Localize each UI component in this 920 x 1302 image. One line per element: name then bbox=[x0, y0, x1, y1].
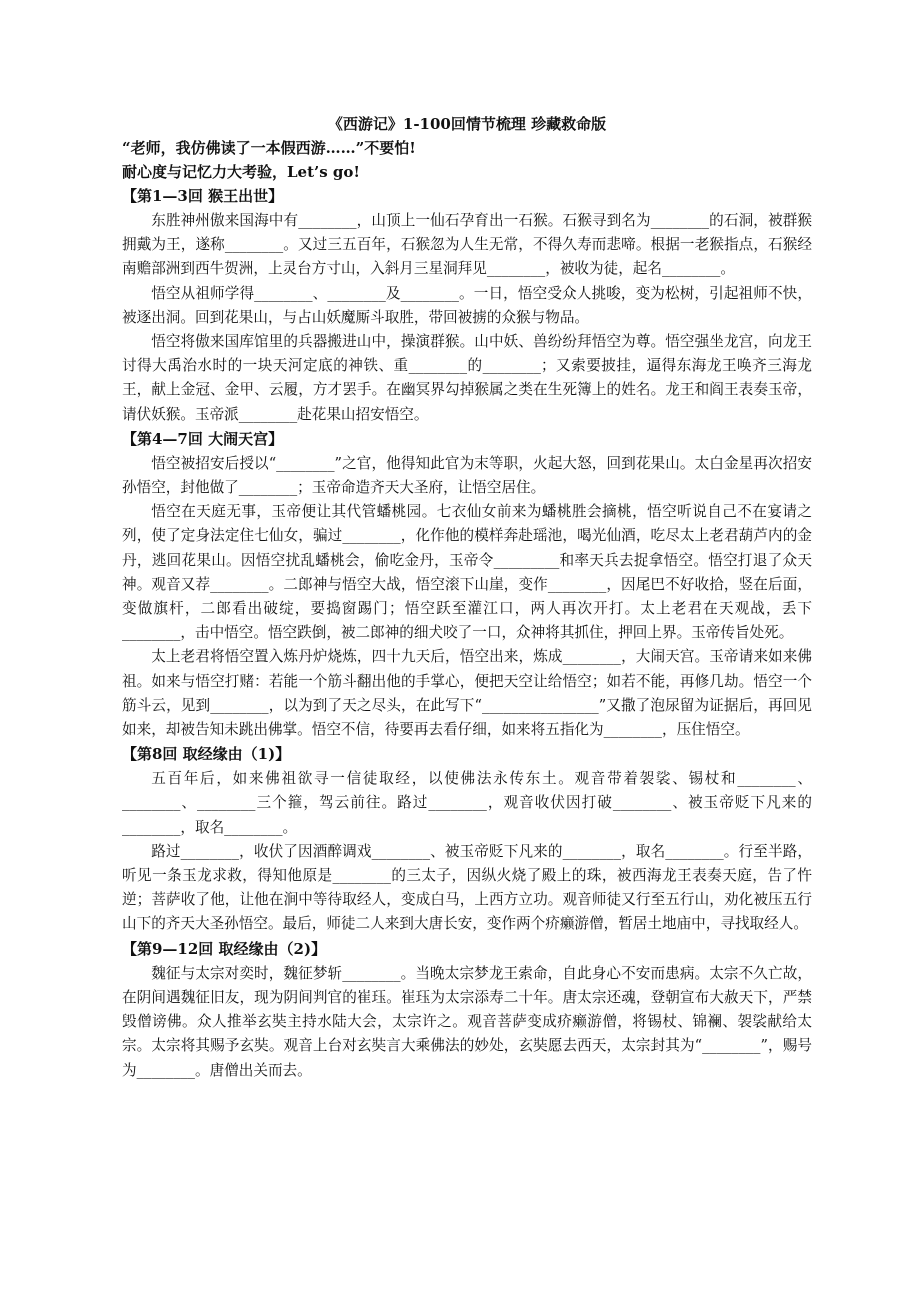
paragraph: 魏征与太宗对奕时，魏征梦斩________。当晚太宗梦龙王索命，自此身心不安而患病。太宗不久亡故，在阴间遇魏征旧友，现为阴间判官的崔珏。崔珏为太宗添寿二十年。唐太宗还魂，登朝宣布大赦天下，严禁毁僧谤佛。众人推举玄奘主持水陆大会，太宗许之。观音菩萨变成疥癞游僧，将锡杖、锦襕、袈裟献给太宗。太宗将其赐予玄奘。观音上台对玄奘言大乘佛法的妙处，玄奘愿去西天，太宗封其为“________”，赐号为________。唐僧出关而去。 bbox=[122, 964, 812, 1079]
section-heading: 【第1—3回 猴王出世】 bbox=[122, 187, 284, 205]
section-chapters-1-3 bbox=[122, 184, 812, 427]
paragraph: 太上老君将悟空置入炼丹炉烧炼，四十九天后，悟空出来，炼成________，大闹天宫。玉帝请来如来佛祖。如来与悟空打赌：若能一个筋斗翻出他的手掌心，便把天空让给悟空；如若不能，再修几劫。悟空一个筋斗云，见到________，以为到了天之尽头，在此写下“________________”又撒了泡尿留为证据后，再回见如来，却被告知未跳出佛掌。悟空不信，待要再去看仔细，如来将五指化为________，压住悟空。 bbox=[122, 648, 812, 739]
document-body bbox=[122, 112, 812, 1083]
paragraph: 悟空被招安后授以“________”之官，他得知此官为末等职，火起大怒，回到花果山。太白金星再次招安孙悟空，封他做了________；玉帝命造齐天大圣府，让悟空居住。 bbox=[122, 454, 812, 497]
section-heading: 【第4—7回 大闹天宫】 bbox=[122, 429, 284, 448]
section-chapters-4-7 bbox=[122, 427, 812, 742]
section-heading: 【第8回 取经缘由（1)】 bbox=[122, 745, 291, 764]
paragraph: 悟空从祖师学得________、________及________。一日，悟空受众人挑唆，变为松树，引起祖师不快，被逐出洞。回到花果山，与占山妖魔厮斗取胜，带回被掳的众猴与物品。 bbox=[122, 284, 812, 326]
subtitle-line-2: 耐心度与记忆力大考验，Let’s go! bbox=[122, 163, 360, 181]
section-heading: 【第9—12回 取经缘由（2)】 bbox=[122, 939, 327, 958]
paragraph: 悟空将傲来国库馆里的兵器搬进山中，操演群猴。山中妖、兽纷纷拜悟空为尊。悟空强坐龙宫，向龙王讨得大禹治水时的一块天河定底的神铁、重________的________；又索要披挂，逼得东海龙王唤齐三海龙王，献上金冠、金甲、云履，方才罢手。在幽冥界勾掉猴属之类在生死簿上的姓名。龙王和阎王表奏玉帝，请伏妖猴。玉帝派________赴花果山招安悟空。 bbox=[122, 333, 812, 423]
paragraph: 五百年后，如来佛祖欲寻一信徒取经，以使佛法永传东土。观音带着袈裟、锡杖和________、________、________三个箍，驾云前往。路过________，观音收伏因打破________、被玉帝贬下凡来的________，取名________。 bbox=[122, 770, 812, 836]
paragraph: 东胜神州傲来国海中有________，山顶上一仙石孕育出一石猴。石猴寻到名为________的石洞，被群猴拥戴为王，遂称________。又过三五百年，石猴忽为人生无常，不得久寿而悲啼。根据一老猴指点，石猴经南赡部洲到西牛贺洲，上灵台方寸山，入斜月三星洞拜见________，被收为徒，起名________。 bbox=[122, 212, 812, 278]
subtitle-line-1: “老师，我仿佛读了一本假西游……”不要怕! bbox=[122, 139, 416, 157]
section-chapter-8 bbox=[122, 742, 812, 936]
section-chapters-9-12 bbox=[122, 937, 812, 1083]
paragraph: 路过________，收伏了因酒醉调戏________、被玉帝贬下凡来的________，取名________。行至半路，听见一条玉龙求救，得知他原是________的三太子，因纵火烧了殿上的珠，被西海龙王表奏天庭，告了忤逆；菩萨收了他，让他在涧中等待取经人，变成白马，上西方立功。观音师徒又行至五行山，劝化被压五行山下的齐天大圣孙悟空。最后，师徒二人来到大唐长安，变作两个疥癞游僧，暂居土地庙中，寻找取经人。 bbox=[122, 842, 812, 933]
paragraph: 悟空在天庭无事，玉帝便让其代管蟠桃园。七衣仙女前来为蟠桃胜会摘桃，悟空听说自己不在宴请之列，使了定身法定住七仙女，骗过________，化作他的模样奔赴瑶池，喝光仙酒，吃尽太上老君葫芦内的金丹，逃回花果山。因悟空扰乱蟠桃会，偷吃金丹，玉帝令_________和率天兵去捉拿悟空。悟空打退了众天神。观音又荐________。二郎神与悟空大战，悟空滚下山崖，变作________，因尾巴不好收拾，竖在后面，变做旗杆，二郎看出破绽，要捣窗踢门；悟空跃至灌江口，两人再次开打。太上老君在天观战，丢下________，击中悟空。悟空跌倒，被二郎神的细犬咬了一口，众神将其抓住，押回上界。玉帝传旨处死。 bbox=[122, 503, 812, 642]
document-title: 《西游记》1-100回情节梳理 珍藏救命版 bbox=[327, 115, 607, 133]
